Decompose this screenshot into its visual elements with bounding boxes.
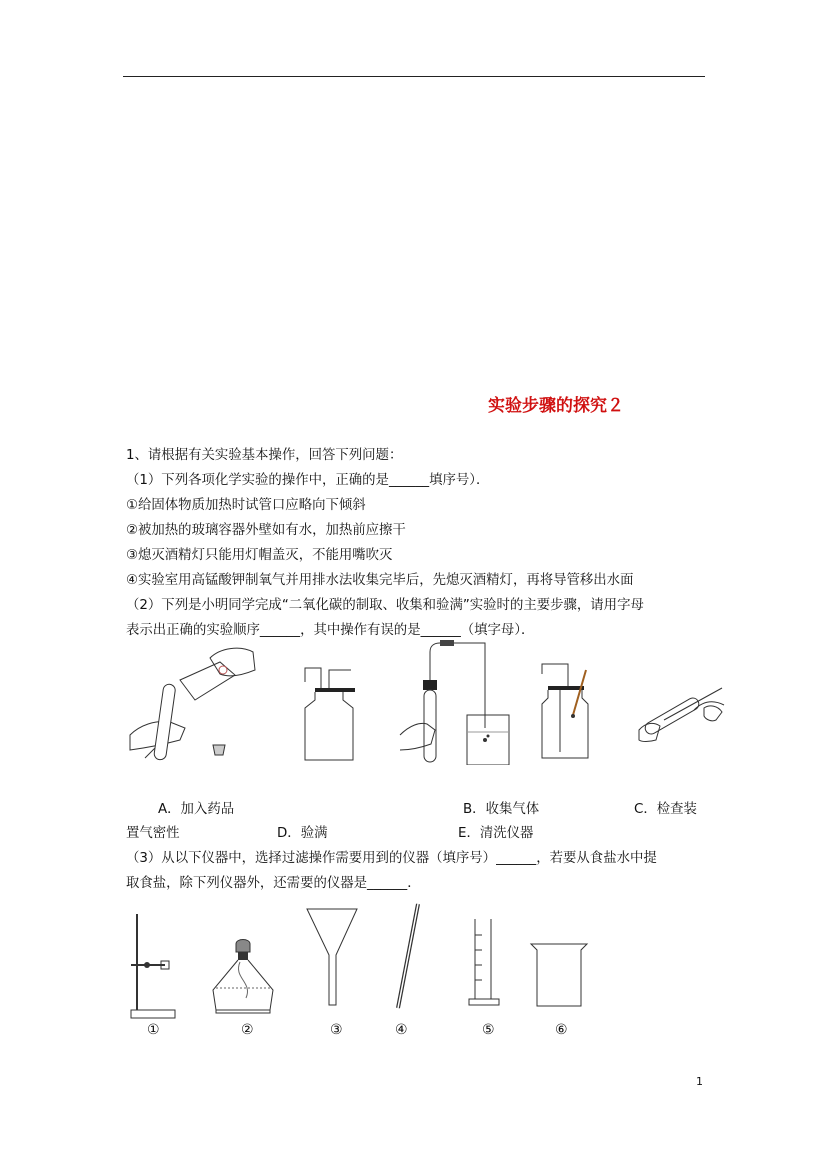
airtightness-check-figure [395, 640, 515, 765]
part3-prompt-line1: （3）从以下仪器中，选择过滤操作需要用到的仪器（填序号）______，若要从食盐水中提 [126, 851, 657, 866]
instrument-number-5: ⑤ [482, 1022, 495, 1038]
part2-prompt-line1: （2）下列是小明同学完成“二氧化碳的制取、收集和验满”实验时的主要步骤，请用字母 [126, 598, 644, 613]
part1-prompt: （1）下列各项化学实验的操作中，正确的是______填序号）． [126, 473, 490, 488]
step-e-label: E．清洗仪器 [458, 826, 534, 841]
gas-collection-bottle-figure [295, 660, 360, 765]
step-a-label: A．加入药品 [158, 802, 235, 817]
question-intro: 1、请根据有关实验基本操作，回答下列问题： [126, 448, 403, 463]
instrument-number-1: ① [147, 1022, 160, 1038]
instrument-number-3: ③ [330, 1022, 343, 1038]
iron-stand-icon [125, 910, 180, 1020]
part3-prompt-line2: 取食盐，除下列仪器外，还需要的仪器是______． [126, 876, 421, 891]
header-rule [123, 76, 705, 77]
step-c-label-cont: 置气密性 [126, 826, 180, 841]
step-b-label: B．收集气体 [463, 802, 540, 817]
check-full-figure [538, 660, 598, 760]
part1-option-3: ③熄灭酒精灯只能用灯帽盖灭，不能用嘴吹灭 [126, 548, 393, 563]
graduated-cylinder-icon [465, 915, 505, 1010]
instrument-number-6: ⑥ [555, 1022, 568, 1038]
funnel-icon [305, 905, 360, 1010]
part2-prompt-line2: 表示出正确的实验顺序______，其中操作有误的是______（填字母）． [126, 623, 535, 638]
part1-option-2: ②被加热的玻璃容器外壁如有水，加热前应擦干 [126, 523, 406, 538]
add-reagent-figure [125, 640, 260, 765]
step-c-label: C．检查装 [634, 802, 697, 817]
instrument-number-2: ② [241, 1022, 254, 1038]
beaker-icon [527, 940, 592, 1010]
part1-option-1: ①给固体物质加热时试管口应略向下倾斜 [126, 498, 366, 513]
step-d-label: D．验满 [277, 826, 328, 841]
page-number: 1 [696, 1075, 703, 1088]
instrument-number-4: ④ [395, 1022, 408, 1038]
wash-instrument-figure [634, 680, 729, 760]
alcohol-lamp-icon [208, 938, 278, 1018]
glass-rod-icon [390, 900, 425, 1012]
part1-option-4: ④实验室用高锰酸钾制氧气并用排水法收集完毕后，先熄灭酒精灯，再将导管移出水面 [126, 573, 634, 588]
page-title: 实验步骤的探究２ [488, 396, 624, 416]
